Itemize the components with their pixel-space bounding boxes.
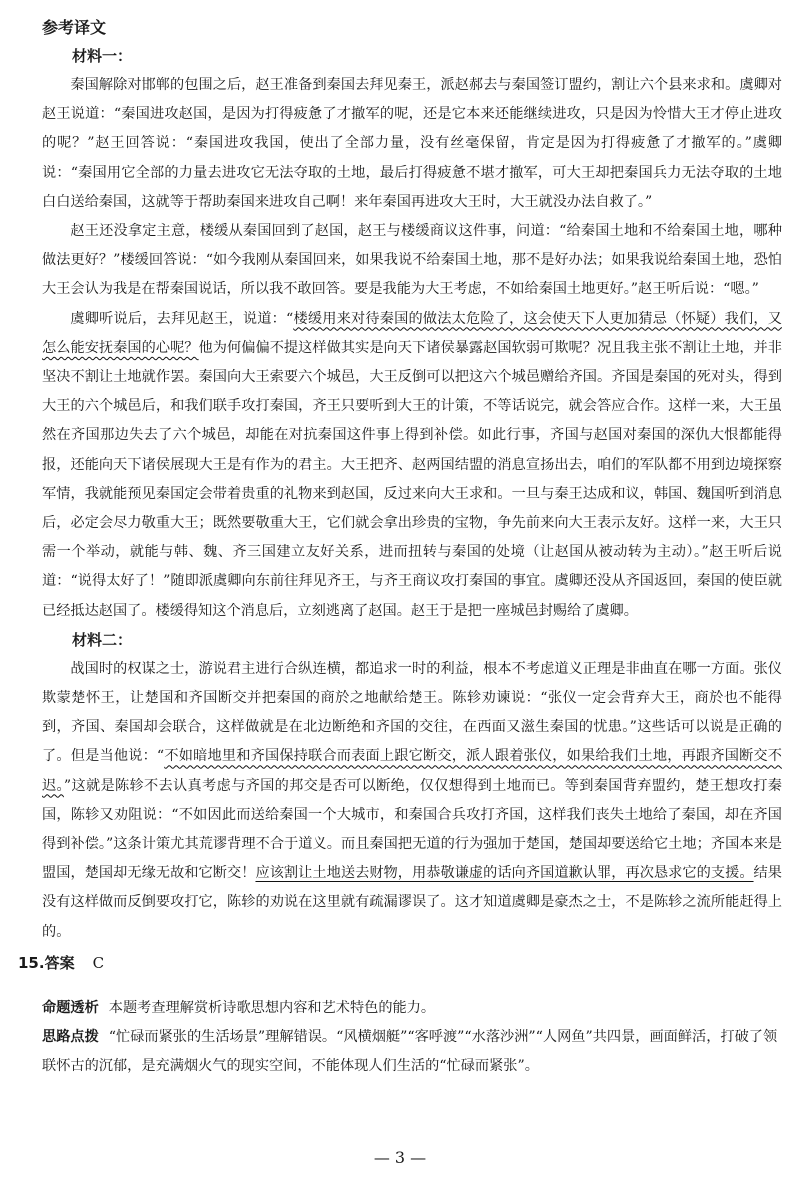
material1-paragraph-1: 秦国解除对邯郸的包围之后，赵王准备到秦国去拜见秦王，派赵郝去与秦国签订盟约，割让六个县来求和。虞卿对赵王说道：“秦国进攻赵国，是因为打得疲惫了才撤军的呢，还是它本来还能继续进攻，只是因为怜惜大王才停止进攻的呢？”赵王回答说：“秦国进攻我国，使出了全部力量，没有丝毫保留，肯定是因为打得疲惫了才撤军的。”虞卿说：“秦国用它全部的力量去进攻它无法夺取的土地，最后打得疲惫不堪才撤军，可大王却把秦国兵力无法夺取的土地白白送给秦国，这就等于帮助秦国来进攻自己啊！来年秦国再进攻大王时，大王就没办法自救了。” [42, 77, 782, 210]
material2-wavy-underline: 不如暗地里和齐国保持联合而表面上跟它断交，派人跟着张仪，如果给我们土地，再跟齐国断交不迟。 [42, 748, 782, 794]
material1-paragraph-3 [42, 305, 782, 626]
material1-heading: 材料一： [72, 47, 133, 65]
material1-p3-lead: 虞卿听说后，去拜见赵王，说道：“ [70, 310, 294, 327]
q15-analysis-text: 本题考查理解赏析诗歌思想内容和艺术特色的能力。 [108, 999, 436, 1016]
q15-analysis [42, 994, 782, 1023]
q15-hint [42, 1023, 782, 1081]
section-title: 参考译文 [42, 18, 107, 37]
page-number: — 3 — [373, 1148, 427, 1167]
q15-hint-label: 思路点拨 [42, 1029, 99, 1046]
material2-middle: ”这就是陈轸不去认真考虑与齐国的邦交是否可以断绝，仅仅想得到土地而已。等到秦国背弃盟约，楚王想攻打秦国，陈轸又劝阻说：“不如因此而送给秦国一个大城市，和秦国合兵攻打齐国，这样我们丧失土地给了秦国，却在齐国得到补偿。”这条计策尤其荒谬背理不合于道义。而且秦国把无道的行为强加于楚国，楚国却要送给它土地；齐国本来是盟国，楚国却无缘无故和它断交！ [42, 777, 782, 882]
q15-analysis-label: 命题透析 [42, 999, 99, 1016]
q15-answer-label: 答案 [44, 953, 75, 972]
q15-answer-line [18, 949, 782, 979]
q15-number: 15. [18, 953, 45, 972]
content-column [18, 14, 782, 1082]
material1-p3-wavy-underline: 楼缓用来对待秦国的做法太危险了，这会使天下人更加猜忌（怀疑）我们，又怎么能安抚秦国的心呢？ [42, 310, 782, 356]
material2-heading: 材料二： [72, 630, 133, 649]
material2-lead: 战国时的权谋之士，游说君主进行合纵连横，都追求一时的利益，根本不考虑道义正理是非曲直在哪一方面。张仪欺蒙楚怀王，让楚国和齐国断交并把秦国的商於之地献给楚王。陈轸劝谏说：“张仪一定会背弃大王，商於也不能得到，齐国、秦国却会联合，这样做就是在北边断绝和齐国的交往，在西面又滋生秦国的忧患。”这些话可以说是正确的了。但是当他说：“ [42, 660, 782, 765]
q15-answer-value: C [92, 953, 105, 972]
q15-hint-text: “忙碌而紧张的生活场景”理解错误。“风横烟艇”“客呼渡”“水落沙洲”“人网鱼”共四景，画面鲜活，打破了领联怀古的沉郁，是充满烟火气的现实空间，不能体现人们生活的“忙碌而紧张”。 [42, 1029, 778, 1075]
material1-p3-rest: 他为何偏偏不提这样做其实是向天下诸侯暴露赵国软弱可欺呢？况且我主张不割让土地，并非坚决不割让土地就作罢。秦国向大王索要六个城邑，大王反倒可以把这六个城邑赠给齐国。齐国是秦国的死对头，得到大王的六个城邑后，和我们联手攻打秦国，齐王只要听到大王的计策，不等话说完，就会答应合作。这样一来，大王虽然在齐国那边失去了六个城邑，却能在对抗秦国这件事上得到补偿。如此行事，齐国与赵国对秦国的深仇大恨都能得报，还能向天下诸侯展现大王是有作为的君主。大王把齐、赵两国结盟的消息宣扬出去，咱们的军队都不用到边境探察军情，我就能预见秦国定会带着贵重的礼物来到赵国，反过来向大王求和。一旦与秦王达成和议，韩国、魏国听到消息后，必定会尽力敬重大王；既然要敬重大王，它们就会拿出珍贵的宝物，争先前来向大王表示友好。这样一来，大王只需一个举动，就能与韩、魏、齐三国建立友好关系，进而扭转与秦国的处境（让赵国从被动转为主动）。”赵王听后说道：“说得太好了！”随即派虞卿向东前往拜见齐王，与齐王商议攻打秦国的事宜。虞卿还没从齐国返回，秦国的使臣就已经抵达赵国了。楼缓得知这个消息后，立刻逃离了赵国。赵王于是把一座城邑封赐给了虞卿。 [42, 339, 782, 619]
material2-paragraph [42, 655, 782, 947]
material2-rest: 结果没有这样做而反倒要攻打它，陈轸的劝说在这里就有疏漏谬误了。这才知道虞卿是豪杰之士，不是陈轸之流所能赶得上的。 [42, 865, 782, 940]
material2-straight-underline: 应该割让土地送去财物，用恭敬谦虚的话向齐国道歉认罪，再次恳求它的支援。 [255, 865, 754, 882]
material1-paragraph-2: 赵王还没拿定主意，楼缓从秦国回到了赵国，赵王与楼缓商议这件事，问道：“给秦国土地和不给秦国土地，哪种做法更好？”楼缓回答说：“如今我刚从秦国回来，如果我说不给秦国土地，那不是好办法；如果我说给秦国土地，恐怕大王会认为我是在帮秦国说话，所以我不敢回答。要是我能为大王考虑，不如给秦国土地更好。”赵王听后说：“嗯。” [42, 223, 782, 298]
